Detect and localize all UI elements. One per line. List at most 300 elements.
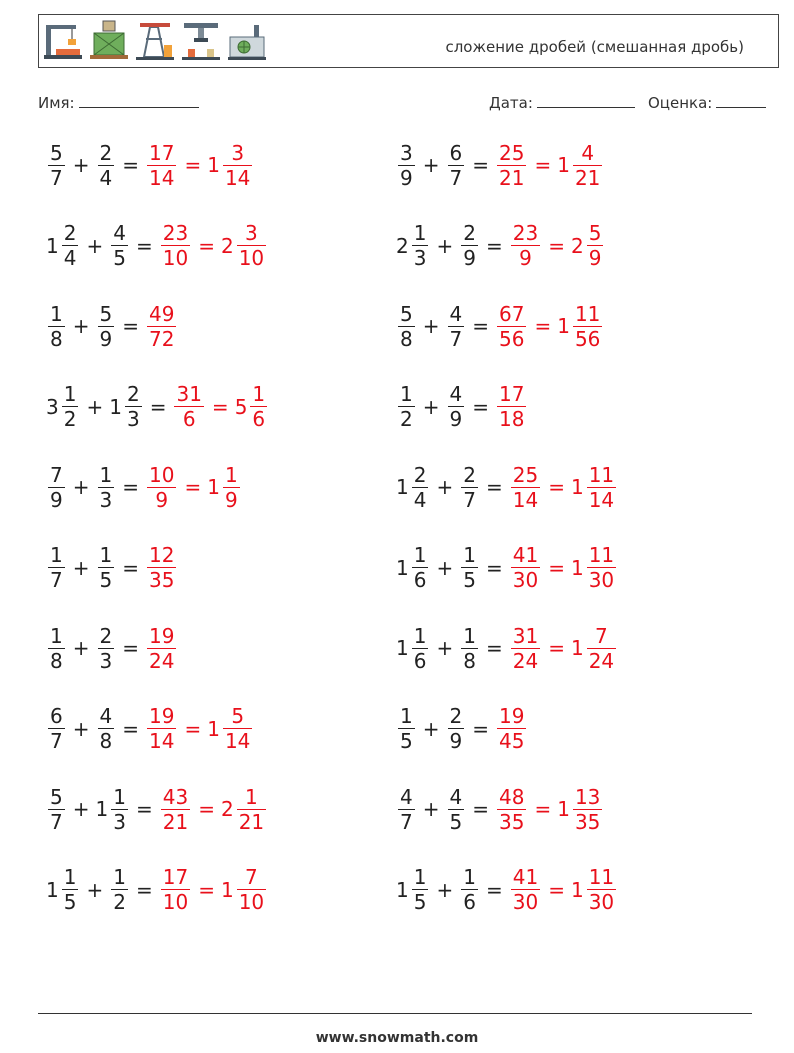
addend-2 [459,543,480,592]
denominator: 30 [512,568,539,592]
fraction [511,624,540,673]
footer-url[interactable]: www.snowmath.com [315,1030,479,1046]
whole-number: 2 [220,233,234,258]
denominator: 10 [162,890,189,914]
numerator: 12 [149,543,175,567]
equals-sign: = [534,797,552,821]
denominator: 2 [113,890,126,914]
numerator: 1 [252,382,266,406]
mixed-number-answer [571,463,618,512]
denominator: 18 [499,407,525,431]
equals-sign: = [198,877,215,902]
addend-1 [396,221,430,270]
denominator: 10 [162,246,189,270]
equals-sign: = [548,636,565,660]
numerator: 1 [400,704,413,728]
denominator: 7 [449,326,463,351]
denominator: 10 [238,246,265,270]
numerator: 11 [588,462,615,487]
numerator: 1 [245,784,258,809]
denominator: 9 [519,246,532,270]
denominator: 9 [588,246,602,270]
addend-2 [459,463,480,512]
problem-15 [46,697,254,761]
fraction [48,302,65,351]
numerator: 3 [400,140,413,165]
whole-number: 5 [234,394,248,419]
improper-fraction-answer [509,624,542,673]
fraction [161,785,190,834]
denominator: 5 [99,568,113,592]
addend-2 [459,221,480,270]
fraction [448,302,465,351]
answer [495,382,528,431]
improper-fraction-answer [509,221,542,270]
numerator: 1 [463,543,476,567]
whole-number: 1 [570,555,584,580]
numerator: 19 [149,704,175,728]
date-label: Дата: [489,94,533,112]
fraction [147,543,176,592]
fraction [587,624,616,673]
denominator: 2 [400,407,413,431]
whole-number: 1 [557,153,570,177]
answer [145,463,242,512]
numerator: 4 [400,784,413,809]
whole-number: 1 [207,475,220,499]
numerator: 6 [50,704,63,728]
addend-1 [46,704,67,753]
numerator: 17 [499,382,525,406]
mixed-number-answer [571,865,618,914]
crane-icon [42,19,84,63]
whole-number: 1 [396,555,409,580]
addend-1 [46,865,80,914]
denominator: 3 [99,648,113,673]
numerator: 2 [99,623,113,648]
denominator: 45 [499,729,525,753]
whole-number: 1 [396,636,409,660]
equals-sign: = [122,636,139,660]
fraction [48,704,65,753]
mixed-number-answer [557,302,604,351]
whole-number: 1 [557,314,570,338]
mixed-number-answer [557,141,604,190]
problem-2 [396,133,604,197]
worksheet-header [38,14,779,68]
numerator: 5 [588,221,602,245]
numerator: 4 [449,784,463,809]
fraction [250,382,267,431]
numerator: 11 [588,543,615,567]
denominator: 9 [449,407,463,431]
numerator: 1 [400,382,413,406]
cargo-pallet-icon [88,19,130,63]
denominator: 21 [162,809,189,834]
addend-2 [446,302,467,351]
addend-1 [396,141,417,190]
denominator: 5 [449,809,463,834]
improper-fraction-answer [495,704,528,753]
denominator: 14 [149,165,175,190]
addend-1 [46,785,67,834]
fraction [48,785,65,834]
fraction [174,382,203,431]
numerator: 2 [63,221,77,245]
denominator: 9 [50,487,63,512]
numerator: 1 [224,462,238,487]
numerator: 1 [50,623,63,648]
addend-2 [96,704,117,753]
denominator: 8 [50,648,63,673]
denominator: 14 [588,487,615,512]
fraction [125,382,142,431]
problem-18 [396,777,604,841]
plus-sign: + [72,555,90,580]
machine-press-icon [180,19,222,63]
fraction [237,785,266,834]
numerator: 31 [176,382,202,406]
numerator: 7 [245,865,258,889]
improper-fraction-answer [159,221,192,270]
denominator: 5 [463,568,476,592]
addend-2 [109,221,130,270]
problem-8 [396,375,528,439]
numerator: 7 [50,462,63,487]
denominator: 7 [50,165,63,190]
denominator: 7 [463,487,476,512]
answer [509,463,618,512]
plus-sign: + [86,394,104,419]
numerator: 11 [588,865,615,889]
fraction [511,463,540,512]
denominator: 2 [63,407,77,431]
fraction [461,624,478,673]
answer [145,704,254,753]
name-label: Имя: [38,94,75,112]
problem-9 [46,455,242,519]
answer [145,543,178,592]
addend-2 [96,543,117,592]
improper-fraction-answer [145,704,178,753]
numerator: 2 [463,462,476,487]
fraction [511,865,540,914]
denominator: 7 [50,568,63,592]
addend-2 [459,624,480,673]
denominator: 3 [126,407,140,431]
equals-sign: = [485,636,503,660]
plus-sign: + [86,233,104,258]
grade-blank[interactable] [716,94,766,108]
plus-sign: + [72,797,90,821]
numerator: 11 [574,301,601,326]
fraction [48,463,65,512]
improper-fraction-answer [495,382,528,431]
equals-sign: = [122,314,139,338]
whole-number: 1 [46,233,59,258]
fraction [412,865,429,914]
equals-sign: = [485,555,503,580]
denominator: 6 [252,407,266,431]
answer [159,221,268,270]
addend-1 [396,463,430,512]
plus-sign: + [436,555,454,580]
plus-sign: + [72,636,90,660]
fraction [448,141,465,190]
denominator: 5 [400,729,413,753]
numerator: 23 [162,221,189,245]
numerator: 1 [113,784,126,809]
fraction [147,463,176,512]
problem-10 [396,455,618,519]
numerator: 3 [231,140,245,165]
answer [145,141,254,190]
fraction [587,221,604,270]
addend-1 [396,785,417,834]
addend-1 [46,463,67,512]
equals-sign: = [472,153,489,177]
addend-1 [396,624,430,673]
fraction [398,785,415,834]
denominator: 14 [224,165,251,190]
mixed-number-answer [571,221,605,270]
fraction [223,704,252,753]
whole-number: 1 [46,877,59,902]
addend-1 [396,704,417,753]
problem-13 [46,616,178,680]
factory-icon [226,19,268,63]
fraction [461,463,478,512]
whole-number: 1 [557,797,570,821]
numerator: 31 [512,623,539,648]
fraction [98,141,115,190]
denominator: 9 [224,487,238,512]
equals-sign: = [184,716,202,741]
improper-fraction-answer [145,141,178,190]
plus-sign: + [422,394,440,419]
denominator: 4 [413,487,427,512]
fraction [111,221,128,270]
numerator: 1 [99,543,113,567]
fraction [497,704,526,753]
plus-sign: + [422,153,440,177]
equals-sign: = [548,877,565,902]
whole-number: 2 [570,233,584,258]
grade-field[interactable] [648,94,766,112]
answer [495,302,604,351]
equals-sign: = [472,394,489,419]
denominator: 9 [449,729,463,753]
mixed-number-answer [221,865,268,914]
problem-17 [46,777,268,841]
fraction [573,785,602,834]
numerator: 4 [581,140,595,165]
fraction [98,463,115,512]
denominator: 9 [400,165,413,190]
denominator: 4 [63,246,77,270]
numerator: 1 [413,865,427,889]
fraction [448,704,465,753]
denominator: 35 [149,568,175,592]
denominator: 3 [413,246,427,270]
denominator: 24 [512,648,539,673]
equals-sign: = [485,233,503,258]
numerator: 5 [99,301,113,326]
denominator: 6 [413,568,427,592]
fraction [111,865,128,914]
problem-1 [46,133,254,197]
problem-6 [396,294,604,358]
numerator: 2 [126,382,140,406]
numerator: 10 [149,462,175,487]
denominator: 6 [182,407,196,431]
whole-number: 1 [207,153,220,177]
whole-number: 1 [95,797,109,821]
numerator: 17 [149,140,175,165]
improper-fraction-answer [495,785,528,834]
numerator: 2 [463,221,476,245]
improper-fraction-answer [145,543,178,592]
addend-2 [109,865,130,914]
problem-7 [46,375,269,439]
fraction [98,302,115,351]
fraction [223,463,240,512]
numerator: 3 [245,221,258,245]
whole-number: 1 [220,877,234,902]
mixed-number-answer [221,221,268,270]
addend-2 [96,141,117,190]
fraction [398,302,415,351]
equals-sign: = [149,394,167,419]
addend-2 [96,785,130,834]
fraction [48,141,65,190]
numerator: 2 [413,462,427,487]
answer [159,865,268,914]
denominator: 9 [99,326,113,351]
denominator: 7 [50,729,63,753]
fraction [587,463,616,512]
answer [172,382,269,431]
numerator: 25 [499,140,525,165]
equals-sign: = [184,475,202,499]
numerator: 13 [574,784,601,809]
fraction [573,141,602,190]
date-blank[interactable] [537,94,635,108]
denominator: 10 [238,890,265,914]
denominator: 21 [574,165,601,190]
fraction [98,543,115,592]
improper-fraction-answer [145,624,178,673]
equals-sign: = [548,555,565,580]
header-icons [42,19,268,63]
fraction [62,221,79,270]
fraction [237,865,266,914]
plus-sign: + [436,877,454,902]
denominator: 30 [588,890,615,914]
fraction [461,865,478,914]
whole-number: 1 [396,475,409,499]
denominator: 21 [499,165,525,190]
numerator: 41 [512,543,539,567]
addend-1 [46,221,80,270]
fraction [412,463,429,512]
numerator: 4 [449,382,463,406]
numerator: 67 [499,301,525,326]
addend-2 [446,141,467,190]
denominator: 24 [588,648,615,673]
numerator: 4 [449,301,463,326]
answer [509,624,618,673]
equals-sign: = [211,394,229,419]
equals-sign: = [534,153,552,177]
fraction [147,302,176,351]
equals-sign: = [135,797,153,821]
improper-fraction-answer [509,463,542,512]
addend-1 [396,543,430,592]
numerator: 7 [595,623,608,648]
denominator: 7 [50,809,63,834]
improper-fraction-answer [172,382,205,431]
numerator: 1 [99,462,113,487]
answer [509,221,606,270]
problem-11 [46,536,178,600]
denominator: 4 [99,165,113,190]
fraction [573,302,602,351]
name-field[interactable] [38,94,199,112]
addend-2 [446,785,467,834]
plus-sign: + [72,716,90,741]
plus-sign: + [422,716,440,741]
problem-12 [396,536,618,600]
addend-1 [46,302,67,351]
fraction [497,785,526,834]
footer-divider [38,1013,752,1014]
addend-1 [46,543,67,592]
fraction [161,865,190,914]
numerator: 43 [162,784,189,809]
equals-sign: = [548,475,565,499]
numerator: 1 [113,865,126,889]
denominator: 14 [512,487,539,512]
mixed-number-answer [557,785,604,834]
fraction [62,865,79,914]
equals-sign: = [534,314,552,338]
numerator: 1 [50,301,63,326]
fraction [398,382,415,431]
mixed-number-answer [571,624,618,673]
fraction [237,221,266,270]
fraction [511,221,540,270]
date-field[interactable] [489,94,635,112]
fraction [497,141,526,190]
denominator: 21 [238,809,265,834]
fraction [147,704,176,753]
fraction [48,624,65,673]
fraction [161,221,190,270]
oil-pump-icon [134,19,176,63]
answer [495,785,604,834]
addend-1 [46,141,67,190]
equals-sign: = [122,555,139,580]
whole-number: 1 [570,475,584,499]
fraction [511,543,540,592]
equals-sign: = [198,233,215,258]
plus-sign: + [436,636,454,660]
fraction [147,624,176,673]
mixed-number-answer [221,785,268,834]
name-blank[interactable] [79,94,199,108]
numerator: 6 [449,140,463,165]
